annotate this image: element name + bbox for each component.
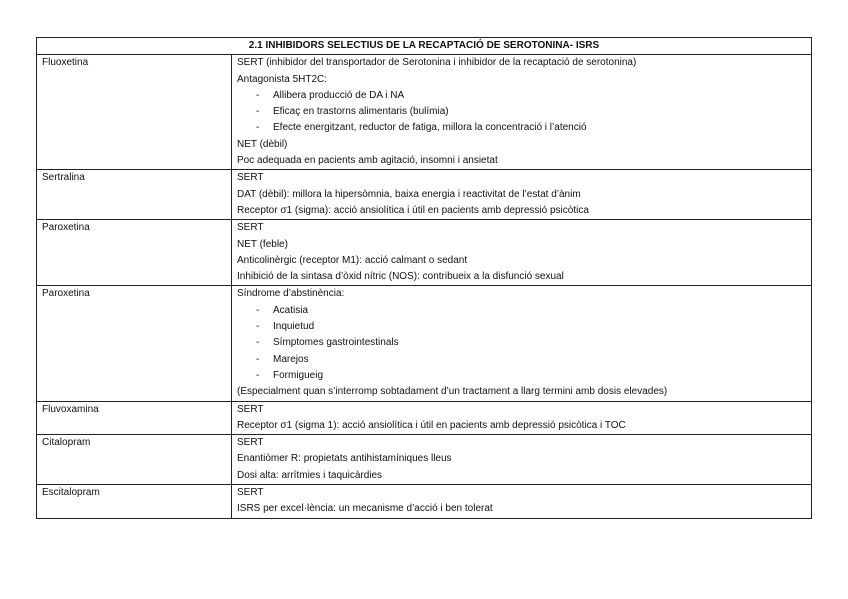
drug-description	[232, 220, 812, 286]
bullet-text: Allibera producció de DA i NA	[273, 89, 405, 101]
bullet-item	[237, 352, 806, 368]
drug-description	[232, 485, 812, 519]
description-line: Poc adequada en pacients amb agitació, insomni i ansietat	[237, 155, 498, 167]
bullet-item	[237, 319, 806, 335]
description-line: Receptor σ1 (sigma): acció ansiolítica i útil en pacients amb depressió psicòtica	[237, 204, 589, 216]
drug-name: Citalopram	[37, 435, 232, 485]
drug-name: Sertralina	[37, 170, 232, 220]
drug-description	[232, 170, 812, 220]
description-line: Anticolinèrgic (receptor M1): acció calmant o sedant	[237, 254, 468, 266]
table-row	[37, 401, 812, 435]
table-row	[37, 435, 812, 485]
drug-description	[232, 286, 812, 401]
description-line: SERT	[237, 222, 264, 234]
table-row	[37, 170, 812, 220]
description-line: Antagonista 5HT2C:	[237, 73, 328, 85]
dash-bullet-icon: -	[256, 369, 260, 381]
table-row	[37, 485, 812, 519]
bullet-item	[237, 88, 806, 104]
dash-bullet-icon: -	[256, 337, 260, 349]
dash-bullet-icon: -	[256, 122, 260, 134]
description-line: Dosi alta: arrítmies i taquicàrdies	[237, 469, 383, 481]
table-row	[37, 55, 812, 170]
description-line: Inhibició de la sintasa d’òxid nítric (NOS): contribueix a la disfunció sexual	[237, 271, 564, 283]
drug-name: Paroxetina	[37, 220, 232, 286]
description-line: NET (feble)	[237, 238, 288, 250]
description-line: SERT	[237, 403, 264, 415]
dash-bullet-icon: -	[256, 106, 260, 118]
table-row	[37, 220, 812, 286]
bullet-text: Inquietud	[273, 321, 315, 333]
isrs-table	[36, 37, 812, 519]
dash-bullet-icon: -	[256, 304, 260, 316]
description-line: SERT	[237, 487, 264, 499]
drug-description	[232, 55, 812, 170]
bullet-item	[237, 335, 806, 351]
description-line: DAT (dèbil): millora la hipersòmnia, baixa energia i reactivitat de l’estat d’ànim	[237, 188, 581, 200]
bullet-text: Efecte energitzant, reductor de fatiga, millora la concentració i l’atenció	[273, 122, 587, 134]
description-line: Receptor σ1 (sigma 1): acció ansiolítica i útil en pacients amb depressió psicòtica i TOC	[237, 419, 626, 431]
description-line: SERT	[237, 172, 264, 184]
description-line: Enantiòmer R: propietats antihistamíniques lleus	[237, 453, 452, 465]
drug-name: Fluvoxamina	[37, 401, 232, 435]
description-line: SERT (inhibidor del transportador de Serotonina i inhibidor de la recaptació de serotonina)	[237, 57, 637, 69]
bullet-item	[237, 120, 806, 136]
bullet-item	[237, 368, 806, 384]
bullet-text: Acatisia	[273, 304, 309, 316]
table-row	[37, 286, 812, 401]
drug-name: Fluoxetina	[37, 55, 232, 170]
description-line: Síndrome d’abstinència:	[237, 288, 345, 300]
table-body	[37, 38, 812, 519]
drug-name: Paroxetina	[37, 286, 232, 401]
bullet-text: Eficaç en trastorns alimentaris (bulímia)	[273, 106, 449, 118]
bullet-text: Símptomes gastrointestinals	[273, 337, 399, 349]
dash-bullet-icon: -	[256, 353, 260, 365]
description-line: SERT	[237, 437, 264, 449]
description-line: ISRS per excel·lència: un mecanisme d’acció i ben tolerat	[237, 503, 493, 515]
drug-description	[232, 401, 812, 435]
dash-bullet-icon: -	[256, 321, 260, 333]
bullet-text: Marejos	[273, 353, 309, 365]
bullet-item	[237, 104, 806, 120]
bullet-text: Formigueig	[273, 369, 324, 381]
drug-name: Escitalopram	[37, 485, 232, 519]
table-title-row	[37, 38, 812, 55]
description-line: NET (dèbil)	[237, 138, 288, 150]
dash-bullet-icon: -	[256, 89, 260, 101]
bullet-item	[237, 303, 806, 319]
table-title: 2.1 INHIBIDORS SELECTIUS DE LA RECAPTACIÓ DE SEROTONINA- ISRS	[37, 38, 812, 55]
description-line: (Especialment quan s’interromp sobtadament d’un tractament a llarg termini amb dosis elevades)	[237, 386, 668, 398]
drug-description	[232, 435, 812, 485]
